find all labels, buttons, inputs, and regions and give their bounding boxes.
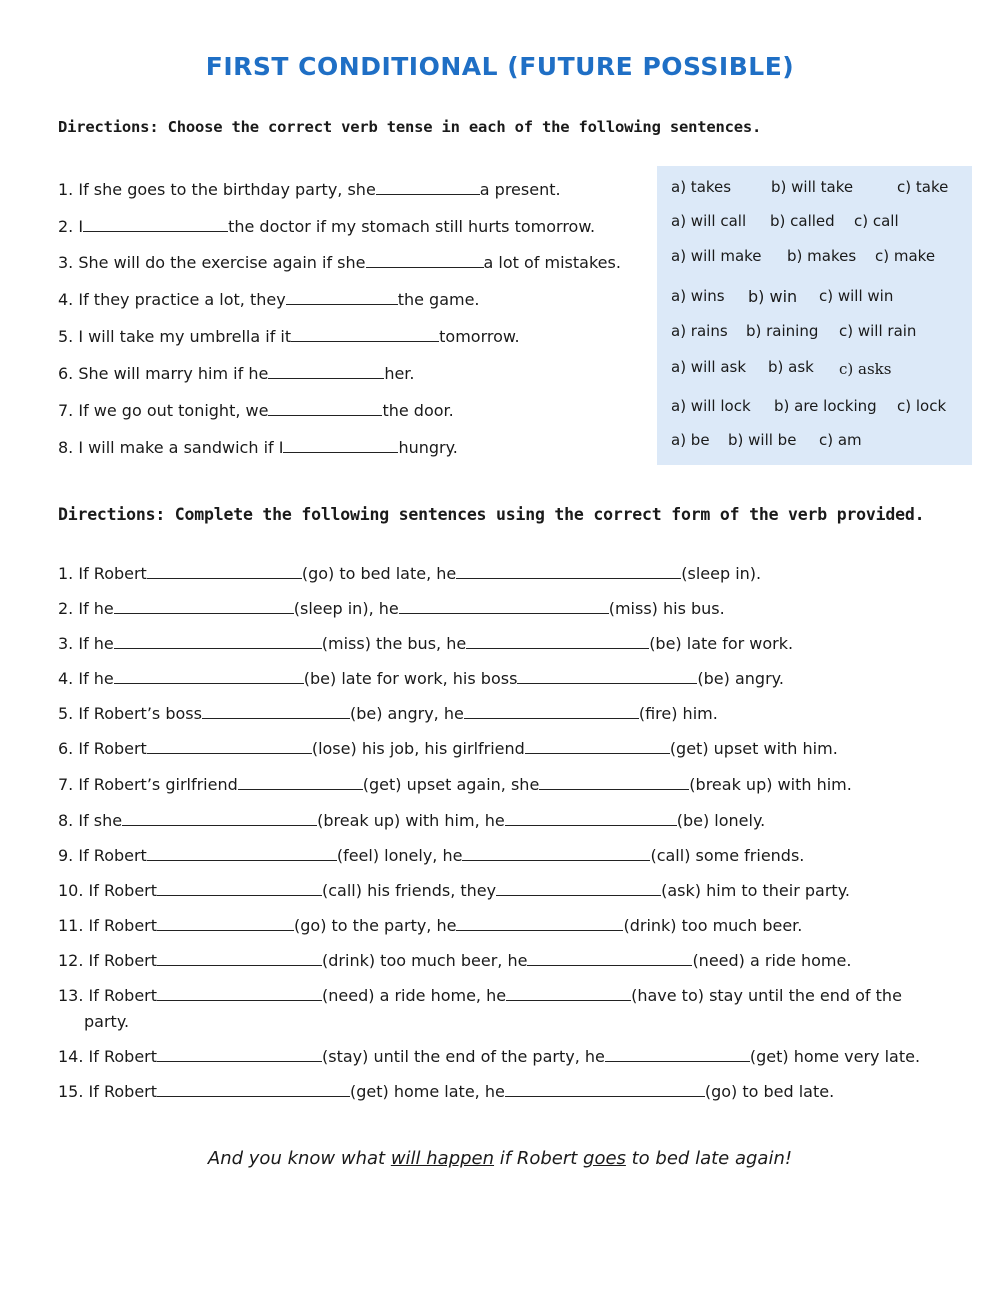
s2-sentence-6-part-3: (get) upset with him. [669,739,838,758]
answer-blank[interactable] [517,668,697,684]
s2-sentence-15-part-1: 15. If Robert [58,1082,158,1101]
s2-sentence-7 [58,774,852,795]
option-a[interactable]: a) will lock [671,397,751,415]
answer-blank[interactable] [114,633,322,649]
s2-sentence-15-part-3: (go) to bed late. [704,1082,835,1101]
s1-sentence-7 [58,400,454,421]
s1-sentence-8-start: 8. I will make a sandwich if I [58,438,284,457]
s2-sentence-2-part-2: (sleep in), he [293,599,399,618]
s2-sentence-3-part-3: (be) late for work. [649,634,794,653]
s1-sentence-4 [58,289,480,310]
s1-sentence-6 [58,363,415,384]
s2-sentence-3-part-2: (miss) the bus, he [321,634,467,653]
closing-underlined-goes: goes [583,1148,626,1169]
answer-blank[interactable] [505,1081,705,1097]
options-row-5 [657,322,972,342]
s1-sentence-7-end: the door. [382,401,454,420]
answer-blank[interactable] [539,774,689,790]
s2-sentence-4-part-3: (be) angry. [697,669,784,688]
answer-blank[interactable] [114,668,304,684]
s2-sentence-5 [58,703,718,724]
answer-blank[interactable] [157,1046,322,1062]
s1-sentence-8-end: hungry. [398,438,458,457]
option-a[interactable]: a) will ask [671,358,747,376]
s1-sentence-1 [58,179,561,200]
answer-blank[interactable] [157,1081,350,1097]
s1-sentence-3-start: 3. She will do the exercise again if she [58,253,366,272]
s2-sentence-1-part-3: (sleep in). [681,564,762,583]
answer-blank[interactable] [238,774,363,790]
s2-sentence-2-part-3: (miss) his bus. [608,599,725,618]
s2-sentence-13-part-1: 13. If Robert [58,986,158,1005]
answer-blank[interactable] [286,289,398,305]
s2-sentence-13-part-2: (need) a ride home, he [322,986,507,1005]
option-c[interactable]: c) asks [839,360,892,378]
option-c[interactable]: c) call [854,212,899,230]
options-row-3 [657,247,972,267]
s2-sentence-11 [58,915,802,936]
s1-sentence-6-end: her. [384,364,415,383]
option-a[interactable]: a) be [671,431,710,449]
s2-sentence-7-part-1: 7. If Robert’s girlfriend [58,775,238,794]
answer-blank[interactable] [456,915,623,931]
answer-blank[interactable] [157,985,322,1001]
s2-sentence-7-part-3: (break up) with him. [689,775,852,794]
s1-sentence-7-start: 7. If we go out tonight, we [58,401,269,420]
s2-sentence-2-part-1: 2. If he [58,599,114,618]
s2-sentence-10-part-3: (ask) him to their party. [661,881,850,900]
answer-blank[interactable] [399,598,609,614]
answer-blank[interactable] [83,216,228,232]
s2-sentence-14-part-2: (stay) until the end of the party, he [322,1047,605,1066]
s2-sentence-5-part-2: (be) angry, he [349,704,464,723]
answer-blank[interactable] [496,880,661,896]
answer-blank[interactable] [291,326,439,342]
s2-sentence-13-continuation: party. [84,1012,130,1031]
s2-sentence-12-part-2: (drink) too much beer, he [322,951,528,970]
s2-sentence-1-part-2: (go) to bed late, he [301,564,457,583]
s2-sentence-9 [58,845,804,866]
answer-blank[interactable] [466,633,649,649]
options-row-4 [657,287,972,307]
answer-blank[interactable] [456,563,681,579]
option-c[interactable]: c) will rain [839,322,917,340]
s1-sentence-2 [58,216,595,237]
s2-sentence-14 [58,1046,920,1067]
s1-sentence-2-end: the doctor if my stomach still hurts tomorrow. [228,217,596,236]
s2-sentence-1 [58,563,761,584]
s1-sentence-4-end: the game. [397,290,480,309]
s2-sentence-11-part-1: 11. If Robert [58,916,158,935]
s1-sentence-2-start: 2. I [58,217,84,236]
s2-sentence-10 [58,880,850,901]
answer-blank[interactable] [527,950,692,966]
answer-blank[interactable] [283,437,398,453]
section1-directions: Directions: Choose the correct verb tense in each of the following sentences. [58,118,762,136]
s1-sentence-5-end: tomorrow. [439,327,520,346]
s2-sentence-9-part-3: (call) some friends. [650,846,805,865]
s2-sentence-14-part-1: 14. If Robert [58,1047,158,1066]
answer-blank[interactable] [157,950,322,966]
s2-sentence-15-part-2: (get) home late, he [350,1082,505,1101]
option-c[interactable]: c) am [819,431,862,449]
s1-sentence-3-end: a lot of mistakes. [483,253,621,272]
option-b[interactable]: b) ask [768,358,814,376]
option-a[interactable]: a) will make [671,247,762,265]
option-c[interactable]: c) lock [897,397,947,415]
answer-blank[interactable] [268,363,384,379]
s2-sentence-6-part-1: 6. If Robert [58,739,147,758]
options-row-7 [657,397,972,417]
s1-sentence-5-start: 5. I will take my umbrella if it [58,327,292,346]
s1-sentence-1-end: a present. [479,180,561,199]
answer-blank[interactable] [376,179,480,195]
options-row-2 [657,212,972,232]
option-b[interactable]: b) win [748,287,798,306]
option-c[interactable]: c) make [875,247,936,265]
s2-sentence-8 [58,810,765,831]
s2-sentence-7-part-2: (get) upset again, she [362,775,540,794]
option-c[interactable]: c) will win [819,287,894,305]
closing-text: to bed late again! [625,1148,793,1169]
option-b[interactable]: b) raining [746,322,819,340]
s2-sentence-8-part-2: (break up) with him, he [317,811,505,830]
closing-text: if Robert [494,1148,584,1169]
option-c[interactable]: c) take [897,178,949,196]
s2-sentence-13-part-3: (have to) stay until the end of the [631,986,902,1005]
option-b[interactable]: b) makes [787,247,857,265]
page-title: FIRST CONDITIONAL (FUTURE POSSIBLE) [205,52,795,81]
s2-sentence-9-part-2: (feel) lonely, he [336,846,463,865]
s2-sentence-3 [58,633,793,654]
s2-sentence-12-part-3: (need) a ride home. [692,951,852,970]
answer-blank[interactable] [366,252,484,268]
s2-sentence-14-part-3: (get) home very late. [749,1047,921,1066]
s1-sentence-3 [58,252,621,273]
answer-blank[interactable] [268,400,382,416]
s2-sentence-5-part-1: 5. If Robert’s boss [58,704,202,723]
s2-sentence-12 [58,950,851,971]
closing-line [0,1148,1000,1169]
answer-blank[interactable] [122,810,317,826]
answer-blank[interactable] [157,880,322,896]
answer-blank[interactable] [147,563,302,579]
option-a[interactable]: a) wins [671,287,725,305]
answer-blank[interactable] [506,985,631,1001]
s2-sentence-11-part-2: (go) to the party, he [294,916,457,935]
s2-sentence-4 [58,668,784,689]
option-a[interactable]: a) rains [671,322,728,340]
option-b[interactable]: b) are locking [774,397,877,415]
s2-sentence-8-part-1: 8. If she [58,811,123,830]
s1-sentence-8 [58,437,458,458]
answer-blank[interactable] [505,810,677,826]
closing-underlined-will-happen: will happen [390,1148,495,1169]
s2-sentence-5-part-3: (fire) him. [638,704,718,723]
answer-blank[interactable] [464,703,639,719]
s2-sentence-12-part-1: 12. If Robert [58,951,158,970]
answer-blank[interactable] [202,703,350,719]
answer-blank[interactable] [605,1046,750,1062]
s2-sentence-9-part-1: 9. If Robert [58,846,147,865]
s2-sentence-6-part-2: (lose) his job, his girlfriend [311,739,525,758]
s2-sentence-10-part-2: (call) his friends, they [322,881,497,900]
s2-sentence-4-part-1: 4. If he [58,669,114,688]
option-b[interactable]: b) will take [771,178,854,196]
s2-sentence-10-part-1: 10. If Robert [58,881,158,900]
s2-sentence-2 [58,598,725,619]
s2-sentence-13 [58,985,902,1006]
options-row-8 [657,431,972,451]
s2-sentence-6 [58,738,838,759]
option-b[interactable]: b) will be [728,431,797,449]
s2-sentence-15 [58,1081,834,1102]
answer-blank[interactable] [114,598,294,614]
answer-blank[interactable] [525,738,670,754]
answer-blank[interactable] [462,845,650,861]
s1-sentence-5 [58,326,520,347]
option-a[interactable]: a) will call [671,212,747,230]
options-row-1 [657,178,972,198]
option-a[interactable]: a) takes [671,178,732,196]
s1-sentence-6-start: 6. She will marry him if he [58,364,269,383]
closing-text: And you know what [207,1148,391,1169]
s2-sentence-3-part-1: 3. If he [58,634,114,653]
s1-sentence-4-start: 4. If they practice a lot, they [58,290,286,309]
section2-directions: Directions: Complete the following sentences using the correct form of the verb provided. [58,505,925,524]
options-row-6 [657,358,972,378]
option-b[interactable]: b) called [770,212,835,230]
s2-sentence-1-part-1: 1. If Robert [58,564,147,583]
answer-blank[interactable] [147,738,312,754]
s2-sentence-4-part-2: (be) late for work, his boss [303,669,518,688]
s2-sentence-11-part-3: (drink) too much beer. [623,916,803,935]
answer-blank[interactable] [147,845,337,861]
s1-sentence-1-start: 1. If she goes to the birthday party, she [58,180,376,199]
options-box [657,166,972,465]
s2-sentence-8-part-3: (be) lonely. [676,811,766,830]
answer-blank[interactable] [157,915,294,931]
